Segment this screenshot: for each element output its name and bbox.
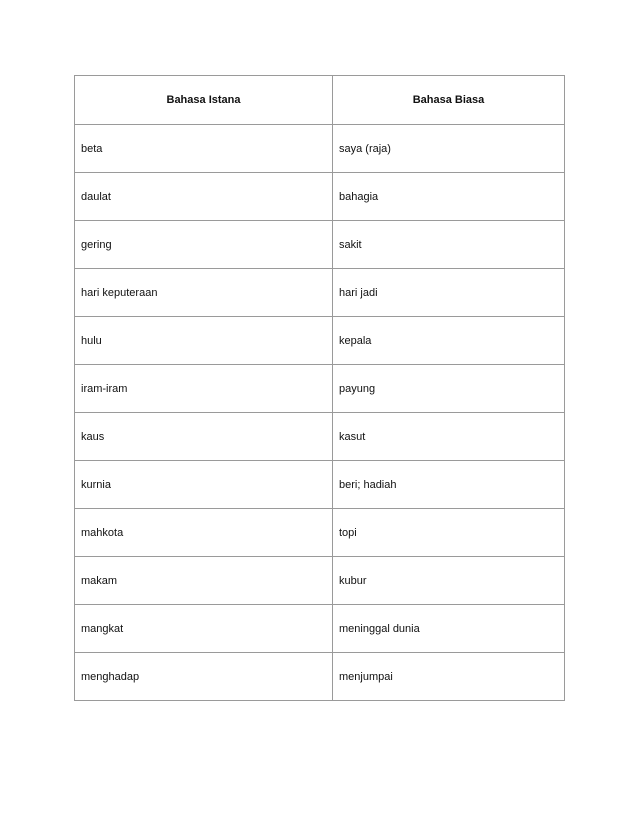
istana-cell: iram-iram xyxy=(75,365,333,413)
biasa-cell: meninggal dunia xyxy=(333,605,565,653)
biasa-cell: bahagia xyxy=(333,173,565,221)
biasa-cell: kepala xyxy=(333,317,565,365)
table-row xyxy=(75,413,565,461)
table-row xyxy=(75,461,565,509)
table-row xyxy=(75,221,565,269)
biasa-cell: sakit xyxy=(333,221,565,269)
biasa-cell: kasut xyxy=(333,413,565,461)
table-header-row xyxy=(75,76,565,125)
istana-cell: beta xyxy=(75,125,333,173)
istana-cell: mangkat xyxy=(75,605,333,653)
biasa-cell: saya (raja) xyxy=(333,125,565,173)
table-row xyxy=(75,557,565,605)
table-row xyxy=(75,317,565,365)
header-bahasa-istana: Bahasa Istana xyxy=(75,76,333,125)
istana-cell: kaus xyxy=(75,413,333,461)
table-row xyxy=(75,269,565,317)
vocabulary-table xyxy=(74,75,565,701)
istana-cell: kurnia xyxy=(75,461,333,509)
table-row xyxy=(75,173,565,221)
table-row xyxy=(75,509,565,557)
table-row xyxy=(75,365,565,413)
istana-cell: hari keputeraan xyxy=(75,269,333,317)
istana-cell: hulu xyxy=(75,317,333,365)
istana-cell: mahkota xyxy=(75,509,333,557)
biasa-cell: menjumpai xyxy=(333,653,565,701)
biasa-cell: payung xyxy=(333,365,565,413)
istana-cell: daulat xyxy=(75,173,333,221)
istana-cell: menghadap xyxy=(75,653,333,701)
biasa-cell: beri; hadiah xyxy=(333,461,565,509)
biasa-cell: kubur xyxy=(333,557,565,605)
biasa-cell: topi xyxy=(333,509,565,557)
istana-cell: makam xyxy=(75,557,333,605)
biasa-cell: hari jadi xyxy=(333,269,565,317)
table-row xyxy=(75,653,565,701)
table-row xyxy=(75,125,565,173)
istana-cell: gering xyxy=(75,221,333,269)
table-row xyxy=(75,605,565,653)
header-bahasa-biasa: Bahasa Biasa xyxy=(333,76,565,125)
